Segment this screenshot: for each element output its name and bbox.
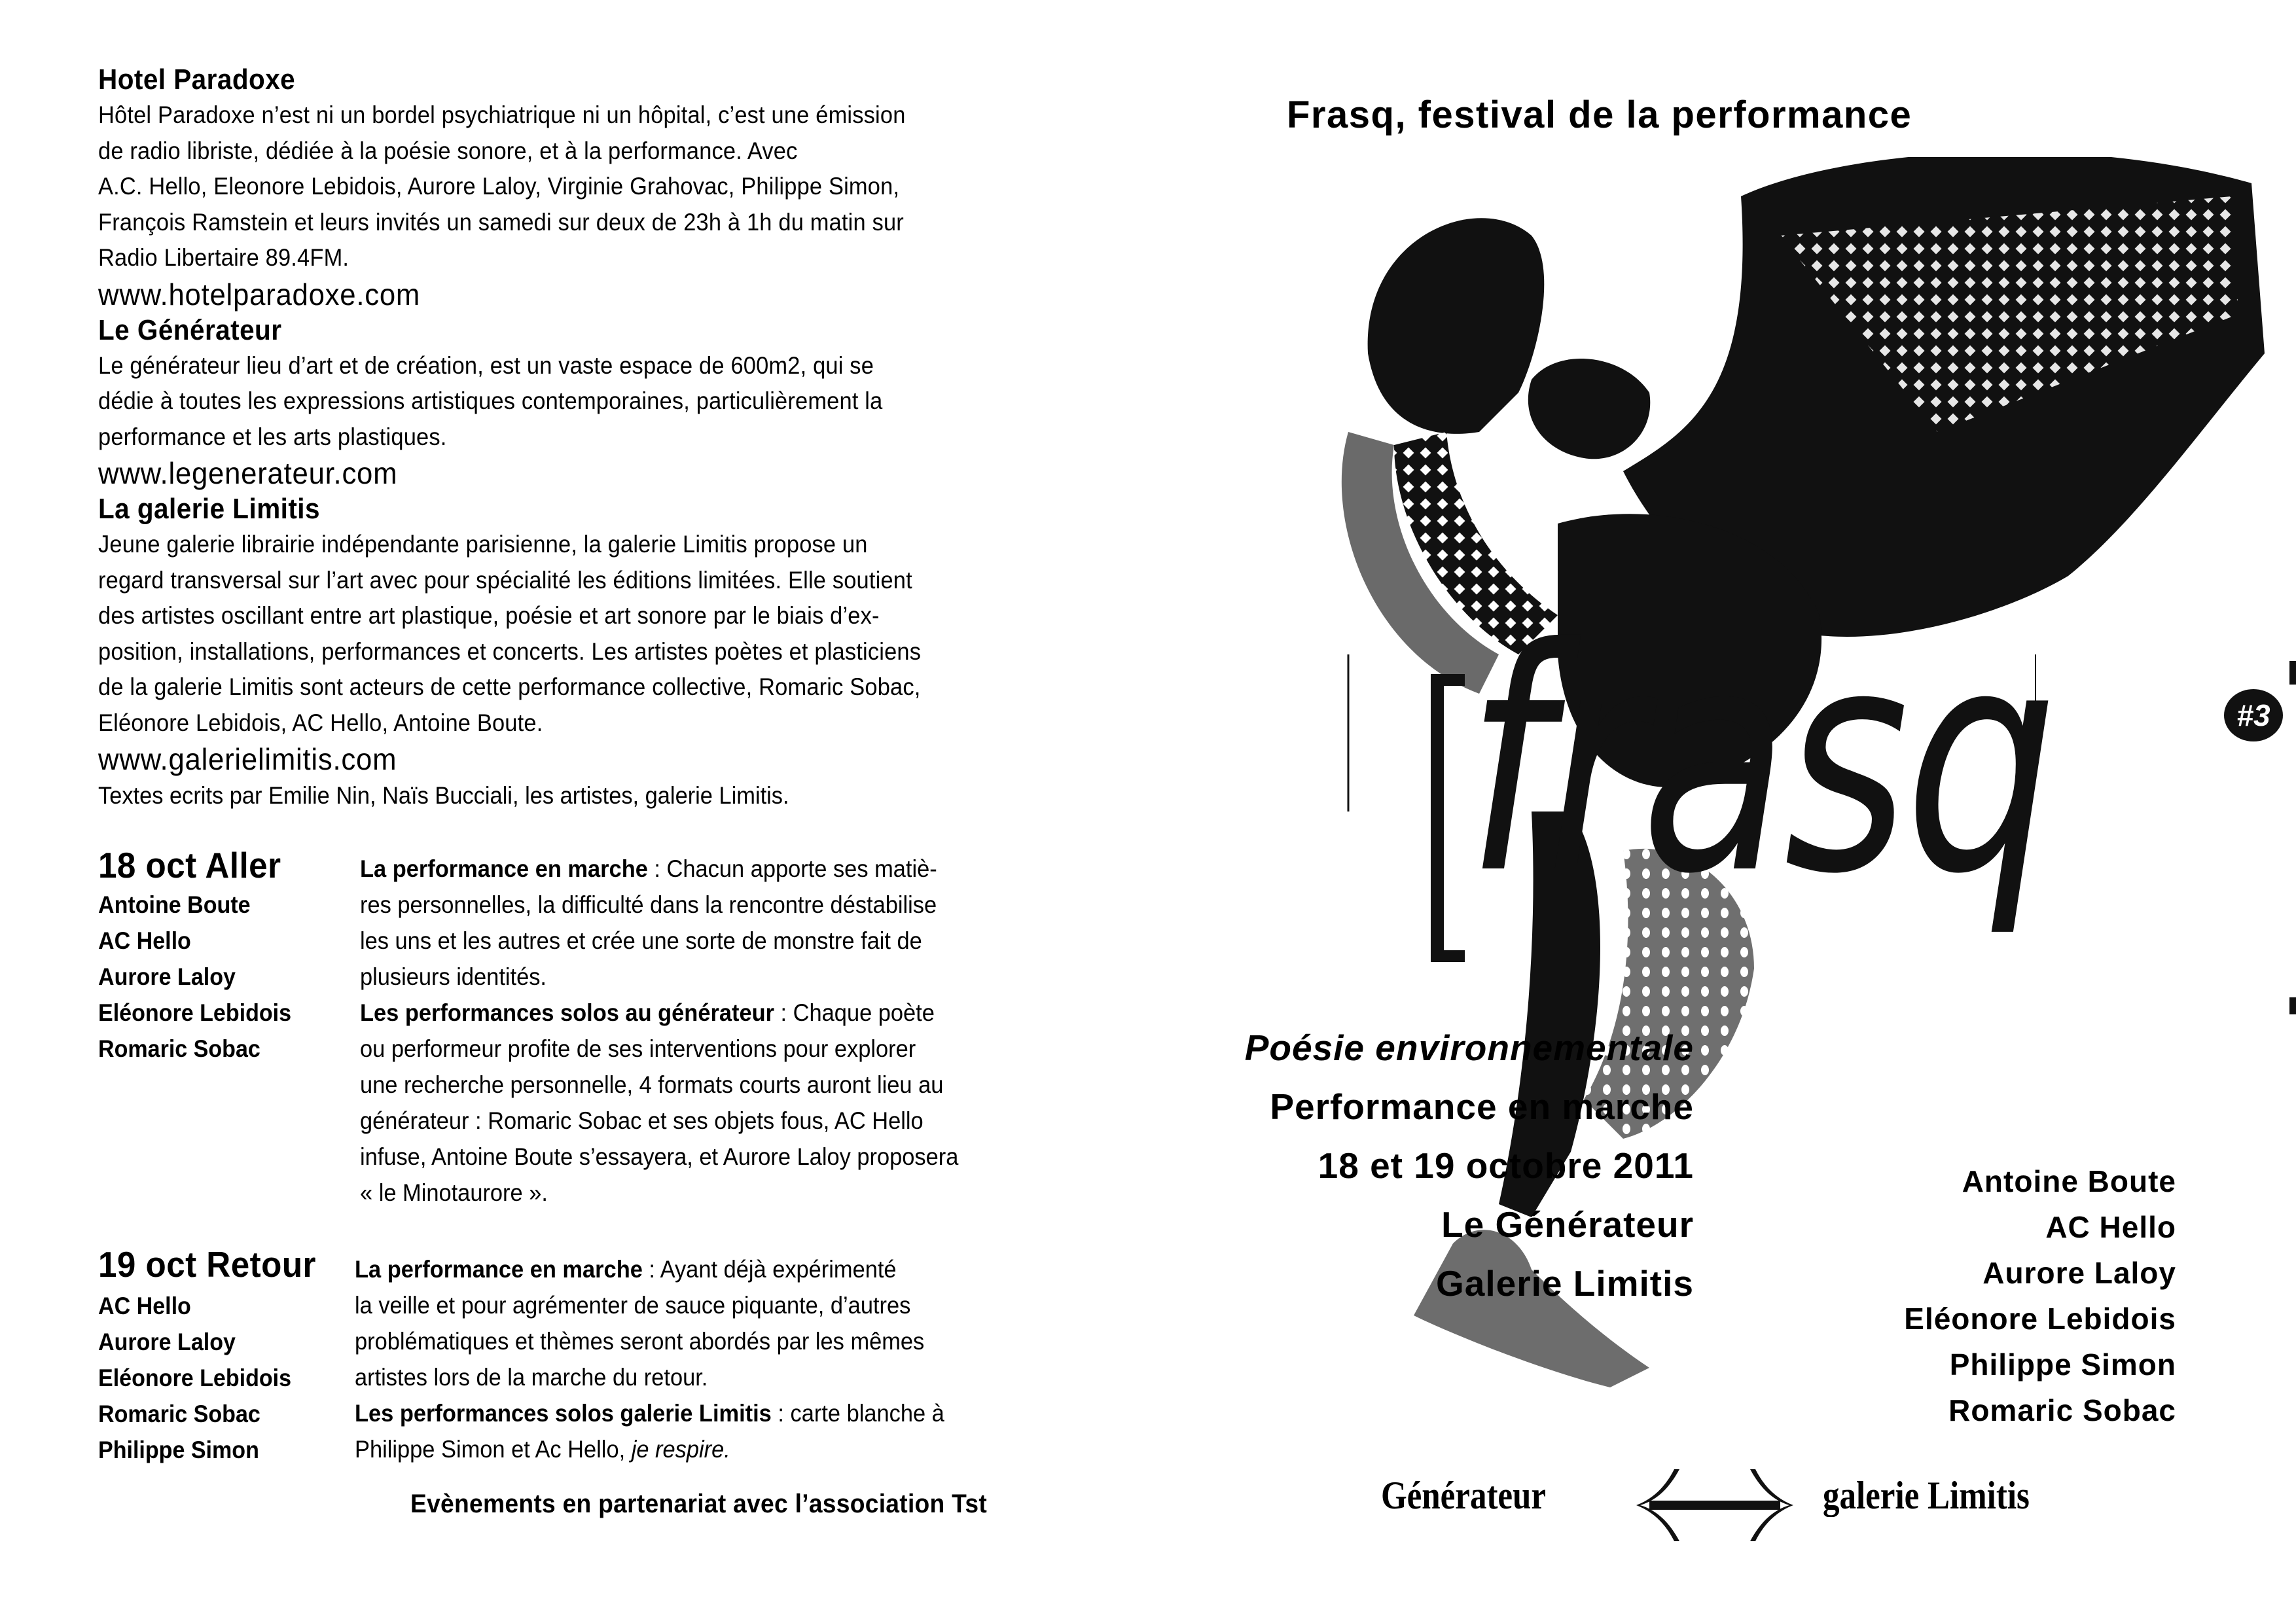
artist-name: Antoine Boute — [98, 891, 251, 918]
artist-name: Romaric Sobac — [98, 1035, 260, 1062]
body-line: A.C. Hello, Eleonore Lebidois, Aurore Laloy, Virginie Grahovac, Philippe Simon, — [98, 173, 900, 200]
desc-line: La performance en marche : Chacun apporte ses matiè- — [360, 855, 937, 882]
body-line: de radio libriste, dédiée à la poésie sonore, et à la performance. Avec — [98, 137, 798, 164]
left-page-intro — [98, 62, 1119, 814]
route-destination: galerie Limitis — [1823, 1474, 2030, 1517]
partner-note: Evènements en partenariat avec l’association Tst — [410, 1489, 988, 1518]
section-le-generateur — [98, 313, 1119, 492]
body-line: dédie à toutes les expressions artistiques contemporaines, particulièrement la — [98, 387, 883, 414]
desc-line: Les performances solos galerie Limitis : carte blanche à — [355, 1400, 944, 1427]
desc-line: Les performances solos au générateur : Chaque poète — [360, 999, 935, 1026]
body-line: Radio Libertaire 89.4FM. — [98, 244, 350, 271]
double-arrow-icon — [1636, 1469, 1793, 1541]
artist-name: Eléonore Lebidois — [98, 1364, 292, 1391]
body-line: Jeune galerie librairie indépendante parisienne, la galerie Limitis propose un — [98, 531, 868, 558]
credits-line: Textes ecrits par Emilie Nin, Naïs Bucciali, les artistes, galerie Limitis. — [98, 782, 789, 809]
issue-number-badge: #3 — [2224, 689, 2283, 741]
section-body — [98, 98, 1119, 276]
artist-name: Romaric Sobac — [1948, 1393, 2176, 1427]
day-description — [360, 851, 1003, 1211]
festival-title: Frasq, festival de la performance — [1287, 94, 1912, 136]
day-description — [355, 1251, 989, 1467]
desc-line: générateur : Romaric Sobac et ses objets fous, AC Hello — [360, 1107, 924, 1134]
body-line: François Ramstein et leurs invités un samedi sur deux de 23h à 1h du matin sur — [98, 208, 904, 236]
artist-name: Eléonore Lebidois — [98, 999, 292, 1026]
body-line: Hôtel Paradoxe n’est ni un bordel psychiatrique ni un hôpital, c’est une émission — [98, 101, 906, 128]
artist-name: Aurore Laloy — [98, 963, 236, 990]
website-link[interactable]: www.legenerateur.com — [98, 456, 398, 490]
day-artist-list — [98, 887, 308, 1067]
section-title: La galerie Limitis — [98, 493, 320, 525]
event-dates: 18 et 19 octobre 2011 — [1318, 1145, 1694, 1186]
artist-name: AC Hello — [98, 927, 191, 954]
section-hotel-paradoxe — [98, 62, 1119, 313]
artist-name: Philippe Simon — [98, 1436, 259, 1463]
artist-list — [1904, 1158, 2176, 1433]
artist-name: Aurore Laloy — [98, 1329, 236, 1355]
desc-line: « le Minotaurore ». — [360, 1179, 548, 1206]
desc-line: infuse, Antoine Boute s’essayera, et Aurore Laloy proposera — [360, 1143, 959, 1170]
section-body — [98, 348, 1119, 455]
crop-mark — [2289, 661, 2296, 685]
logo-wordmark: frasq — [1466, 583, 2053, 941]
event-subtitle: Poésie environnementale — [1244, 1027, 1694, 1068]
artist-name: Romaric Sobac — [98, 1400, 260, 1427]
artist-name: AC Hello — [2045, 1210, 2176, 1244]
artist-name: Antoine Boute — [1962, 1164, 2176, 1198]
website-link[interactable]: www.hotelparadoxe.com — [98, 277, 421, 312]
body-line: regard transversal sur l’art avec pour spécialité les éditions limitées. Elle soutient — [98, 566, 912, 594]
body-line: de la galerie Limitis sont acteurs de cette performance collective, Romaric Sobac, — [98, 673, 921, 700]
section-galerie-limitis — [98, 491, 1119, 777]
desc-line: res personnelles, la difficulté dans la rencontre déstabilise — [360, 891, 937, 918]
artist-name: Philippe Simon — [1949, 1347, 2176, 1382]
body-line: Le générateur lieu d’art et de création, est un vaste espace de 600m2, qui se — [98, 351, 874, 379]
desc-line: la veille et pour agrémenter de sauce piquante, d’autres — [355, 1292, 911, 1319]
artist-name: Eléonore Lebidois — [1904, 1302, 2176, 1336]
day-heading: 19 oct Retour — [98, 1244, 316, 1285]
event-venue: Le Générateur — [1441, 1204, 1694, 1245]
logo-bracket-icon — [1427, 674, 1466, 962]
section-title: Le Générateur — [98, 313, 282, 346]
section-title: Hotel Paradoxe — [98, 63, 296, 96]
desc-line: plusieurs identités. — [360, 963, 547, 990]
event-title: Performance en marche — [1270, 1086, 1694, 1127]
desc-line: La performance en marche : Ayant déjà expérimenté — [355, 1256, 897, 1283]
desc-line: problématiques et thèmes seront abordés par les mêmes — [355, 1328, 925, 1355]
section-body — [98, 527, 1119, 741]
day-artist-list — [98, 1288, 308, 1468]
route-origin: Générateur — [1381, 1474, 1547, 1517]
body-line: performance et les arts plastiques. — [98, 423, 447, 450]
crop-mark — [2289, 997, 2296, 1014]
body-line: des artistes oscillant entre art plastique, poésie et art sonore par le biais d’ex- — [98, 602, 880, 629]
desc-line: les uns et les autres et crée une sorte de monstre fait de — [360, 927, 922, 954]
website-link[interactable]: www.galerielimitis.com — [98, 742, 397, 776]
event-info-block — [1245, 1018, 1694, 1313]
route-line — [1381, 1469, 2166, 1535]
body-line: Eléonore Lebidois, AC Hello, Antoine Boute. — [98, 709, 543, 736]
desc-line: une recherche personnelle, 4 formats courts auront lieu au — [360, 1071, 944, 1098]
body-line: position, installations, performances et concerts. Les artistes poètes et plasticiens — [98, 637, 922, 665]
desc-line: Philippe Simon et Ac Hello, je respire. — [355, 1436, 730, 1463]
artist-name: Aurore Laloy — [1982, 1256, 2176, 1290]
day-heading: 18 oct Aller — [98, 845, 281, 885]
event-venue: Galerie Limitis — [1435, 1263, 1694, 1304]
desc-line: ou performeur profite de ses interventions pour explorer — [360, 1035, 916, 1062]
desc-line: artistes lors de la marche du retour. — [355, 1364, 708, 1391]
artist-name: AC Hello — [98, 1293, 191, 1319]
